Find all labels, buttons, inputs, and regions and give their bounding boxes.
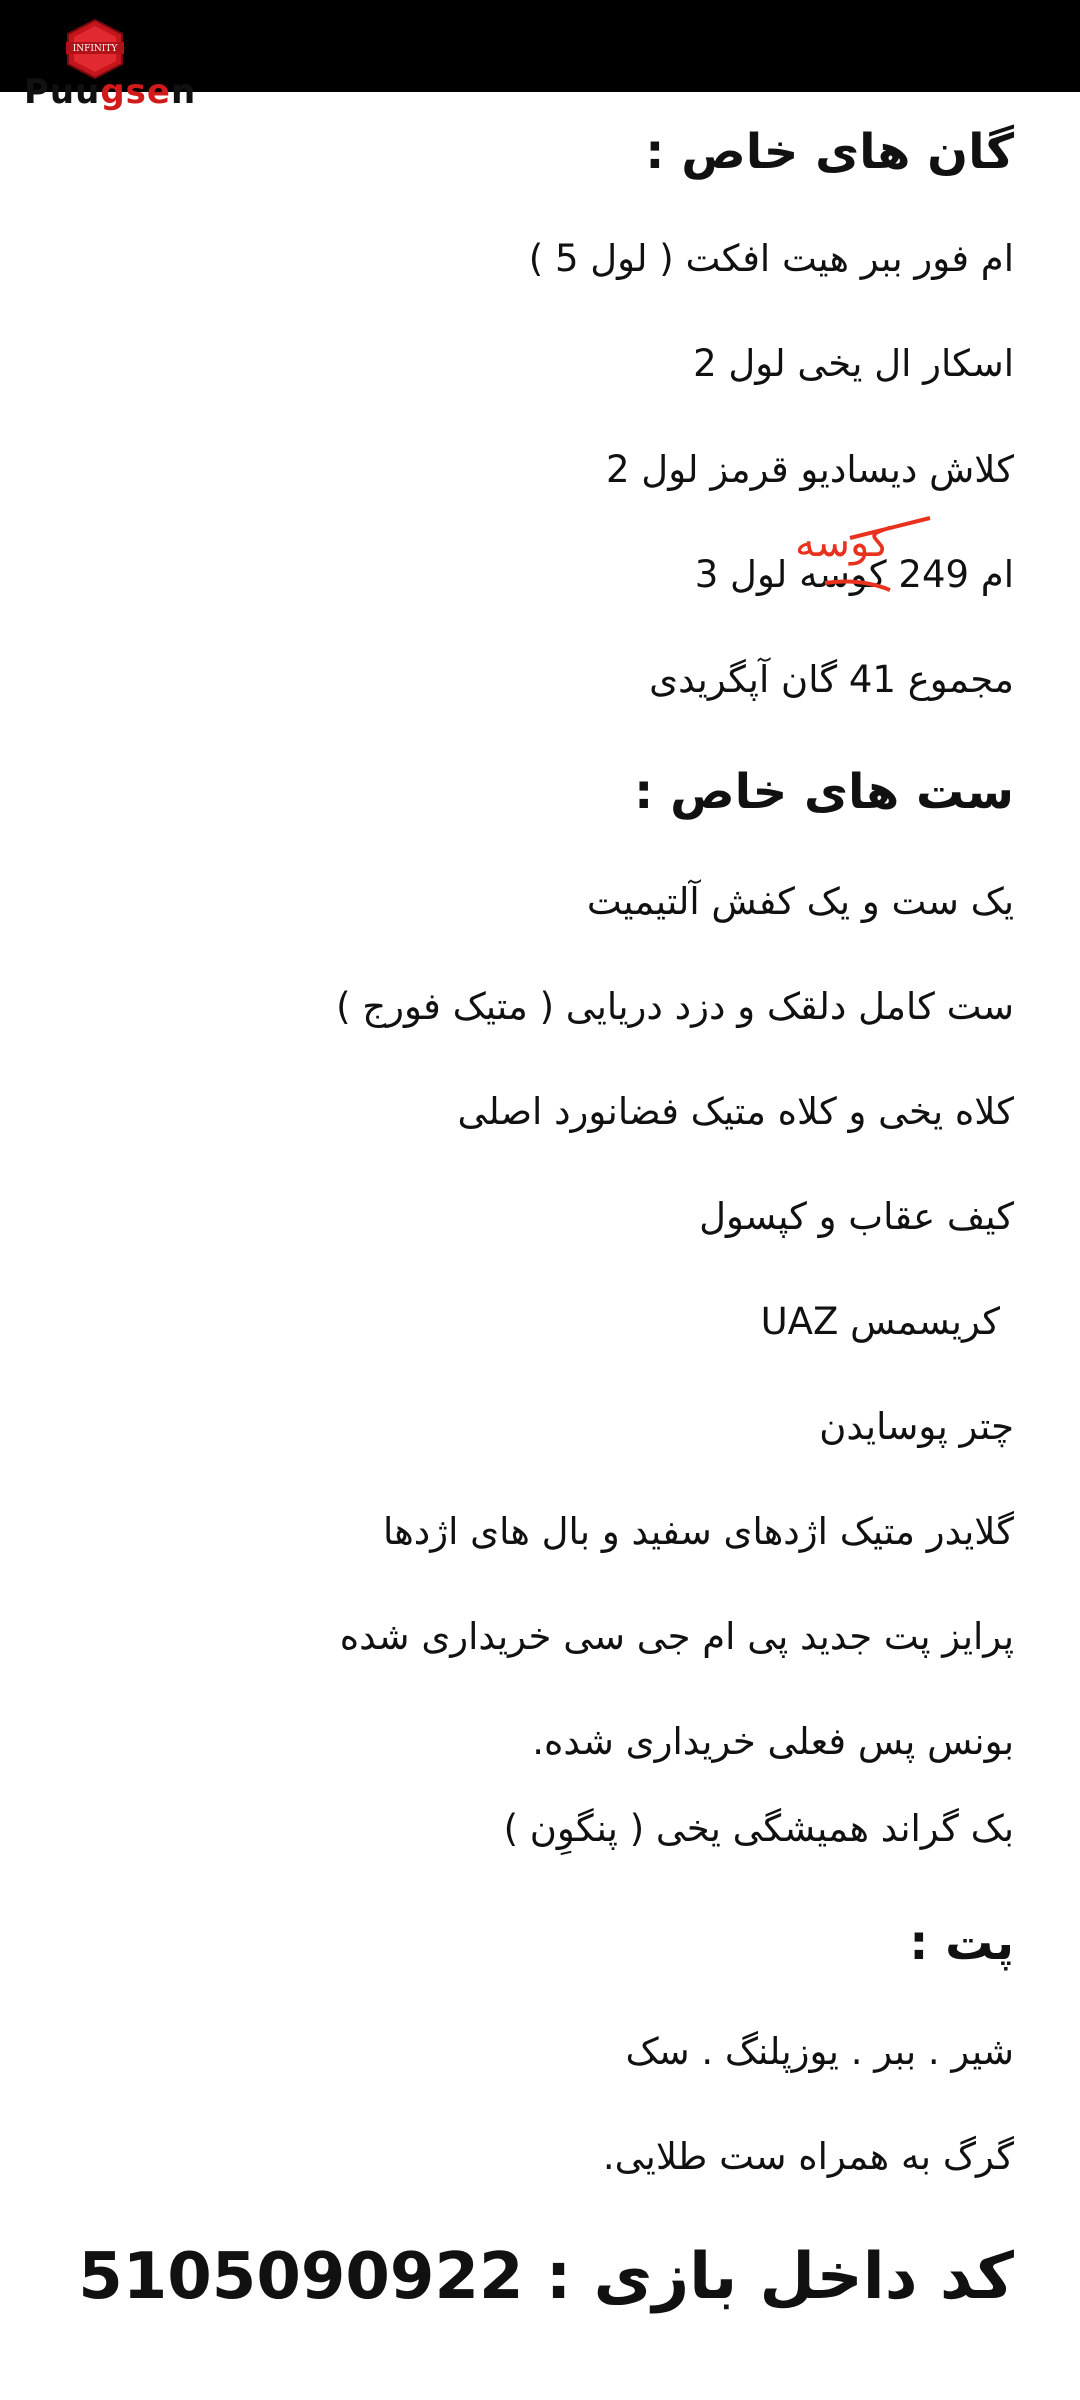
set-item: کلاه یخی و کلاه متیک فضانورد اصلی [457,1090,1014,1133]
guns-heading: گان های خاص : [645,124,1014,180]
handwritten-correction-icon [790,508,940,598]
set-item: گلایدر متیک اژدهای سفید و بال های اژدها [382,1510,1014,1553]
set-item: بونس پس فعلی خریداری شده. [532,1720,1014,1763]
set-item: ست کامل دلقک و دزد دریایی ( متیک فورج ) [336,985,1014,1028]
svg-text:INFINITY: INFINITY [72,44,118,54]
infinity-logo-icon [62,18,128,80]
set-item: کیف عقاب و کپسول [699,1195,1014,1238]
set-item: چتر پوسایدن [819,1405,1014,1448]
gun-item: ام فور ببر هیت افکت ( لول 5 ) [528,237,1014,280]
pet-item: گرگ به همراه ست طلایی. [602,2135,1014,2178]
svg-text:کوسه: کوسه [795,520,890,566]
logo-wordmark: Puugsen [24,72,197,112]
gun-item: ام 249 کوسه لول 3 [694,553,1014,596]
game-id-code: کد داخل بازی : 5105090922 [78,2240,1014,2314]
set-item: یک ست و یک کفش آلتیمیت [586,880,1014,923]
set-item: پرایز پت جدید پی ام جی سی خریداری شده [339,1615,1014,1658]
pet-item: شیر . ببر . یوزپلنگ . سک [625,2030,1014,2073]
pet-heading: پت : [909,1915,1014,1971]
gun-item: مجموع 41 گان آپگریدی [649,658,1014,701]
gun-item: کلاش دیسادیو قرمز لول 2 [606,448,1014,491]
sets-heading: ست های خاص : [634,764,1014,820]
set-item: بک گراند همیشگی یخی ( پنگوِن ) [503,1807,1014,1850]
set-item: کریسمس UAZ [760,1300,1000,1343]
gun-item: اسکار ال یخی لول 2 [693,342,1014,385]
